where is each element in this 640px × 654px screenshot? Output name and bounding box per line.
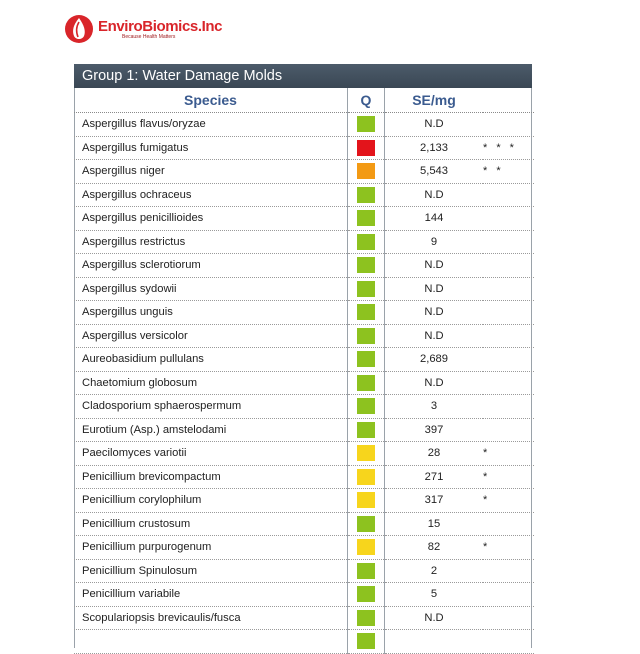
species-name: Aspergillus penicillioides bbox=[74, 207, 348, 231]
column-header-rating bbox=[483, 88, 534, 113]
results-panel bbox=[74, 64, 532, 654]
severity-stars: * * * bbox=[483, 136, 534, 160]
species-name bbox=[74, 630, 348, 654]
table-row bbox=[74, 160, 534, 184]
table-row bbox=[74, 230, 534, 254]
se-value: 271 bbox=[385, 465, 484, 489]
species-name: Chaetomium globosum bbox=[74, 371, 348, 395]
species-name: Aspergillus sydowii bbox=[74, 277, 348, 301]
quality-cell bbox=[348, 418, 385, 442]
column-header-q: Q bbox=[348, 88, 385, 113]
table-row bbox=[74, 418, 534, 442]
quality-cell bbox=[348, 183, 385, 207]
table-row bbox=[74, 465, 534, 489]
severity-stars bbox=[483, 207, 534, 231]
quality-cell bbox=[348, 465, 385, 489]
se-value: 2 bbox=[385, 559, 484, 583]
species-name: Aspergillus versicolor bbox=[74, 324, 348, 348]
logo-name: EnviroBiomics.Inc bbox=[98, 17, 223, 35]
quality-indicator-swatch bbox=[357, 610, 375, 626]
se-value: N.D bbox=[385, 183, 484, 207]
severity-stars: * bbox=[483, 465, 534, 489]
severity-stars bbox=[483, 559, 534, 583]
se-value bbox=[385, 630, 484, 654]
quality-indicator-swatch bbox=[357, 586, 375, 602]
quality-cell bbox=[348, 512, 385, 536]
se-value: 397 bbox=[385, 418, 484, 442]
se-value: 9 bbox=[385, 230, 484, 254]
quality-cell bbox=[348, 277, 385, 301]
table-header-row bbox=[74, 88, 534, 113]
quality-cell bbox=[348, 559, 385, 583]
se-value: 82 bbox=[385, 536, 484, 560]
se-value: 28 bbox=[385, 442, 484, 466]
species-name: Penicillium variabile bbox=[74, 583, 348, 607]
se-value: N.D bbox=[385, 113, 484, 137]
table-row bbox=[74, 442, 534, 466]
table-row bbox=[74, 489, 534, 513]
se-value: 144 bbox=[385, 207, 484, 231]
se-value: N.D bbox=[385, 324, 484, 348]
species-name: Aureobasidium pullulans bbox=[74, 348, 348, 372]
quality-indicator-swatch bbox=[357, 375, 375, 391]
table-row bbox=[74, 512, 534, 536]
severity-stars bbox=[483, 183, 534, 207]
quality-indicator-swatch bbox=[357, 445, 375, 461]
table-row bbox=[74, 277, 534, 301]
se-value: 2,133 bbox=[385, 136, 484, 160]
table-row bbox=[74, 113, 534, 137]
table-row bbox=[74, 254, 534, 278]
se-value: N.D bbox=[385, 277, 484, 301]
quality-indicator-swatch bbox=[357, 398, 375, 414]
quality-cell bbox=[348, 348, 385, 372]
species-name: Aspergillus restrictus bbox=[74, 230, 348, 254]
species-name: Penicillium purpurogenum bbox=[74, 536, 348, 560]
quality-indicator-swatch bbox=[357, 328, 375, 344]
group-title: Group 1: Water Damage Molds bbox=[74, 64, 532, 88]
quality-indicator-swatch bbox=[357, 351, 375, 367]
quality-indicator-swatch bbox=[357, 140, 375, 156]
se-value: 317 bbox=[385, 489, 484, 513]
severity-stars bbox=[483, 348, 534, 372]
table-row bbox=[74, 301, 534, 325]
quality-cell bbox=[348, 536, 385, 560]
quality-cell bbox=[348, 136, 385, 160]
table-row bbox=[74, 606, 534, 630]
severity-stars bbox=[483, 418, 534, 442]
table-row bbox=[74, 324, 534, 348]
severity-stars bbox=[483, 606, 534, 630]
quality-indicator-swatch bbox=[357, 116, 375, 132]
table-row bbox=[74, 136, 534, 160]
quality-cell bbox=[348, 583, 385, 607]
severity-stars bbox=[483, 230, 534, 254]
species-name: Aspergillus sclerotiorum bbox=[74, 254, 348, 278]
quality-indicator-swatch bbox=[357, 234, 375, 250]
company-logo bbox=[64, 13, 222, 45]
se-value: 15 bbox=[385, 512, 484, 536]
quality-cell bbox=[348, 301, 385, 325]
quality-cell bbox=[348, 254, 385, 278]
column-header-se: SE/mg bbox=[385, 88, 484, 113]
quality-cell bbox=[348, 230, 385, 254]
quality-indicator-swatch bbox=[357, 492, 375, 508]
table-body bbox=[74, 113, 534, 654]
species-name: Aspergillus flavus/oryzae bbox=[74, 113, 348, 137]
quality-cell bbox=[348, 113, 385, 137]
column-header-species: Species bbox=[74, 88, 348, 113]
results-table bbox=[74, 88, 534, 654]
species-name: Aspergillus niger bbox=[74, 160, 348, 184]
quality-cell bbox=[348, 395, 385, 419]
severity-stars: * bbox=[483, 489, 534, 513]
se-value: N.D bbox=[385, 371, 484, 395]
quality-cell bbox=[348, 324, 385, 348]
quality-cell bbox=[348, 207, 385, 231]
table-row bbox=[74, 207, 534, 231]
quality-cell bbox=[348, 371, 385, 395]
table-row bbox=[74, 348, 534, 372]
species-name: Cladosporium sphaerospermum bbox=[74, 395, 348, 419]
quality-cell bbox=[348, 606, 385, 630]
se-value: N.D bbox=[385, 301, 484, 325]
quality-indicator-swatch bbox=[357, 257, 375, 273]
table-row bbox=[74, 630, 534, 654]
severity-stars bbox=[483, 395, 534, 419]
severity-stars bbox=[483, 630, 534, 654]
quality-cell bbox=[348, 442, 385, 466]
table-row bbox=[74, 583, 534, 607]
quality-indicator-swatch bbox=[357, 633, 375, 649]
severity-stars bbox=[483, 277, 534, 301]
species-name: Penicillium brevicompactum bbox=[74, 465, 348, 489]
species-name: Aspergillus ochraceus bbox=[74, 183, 348, 207]
quality-indicator-swatch bbox=[357, 539, 375, 555]
leaf-drop-logo-icon bbox=[64, 14, 94, 44]
quality-cell bbox=[348, 489, 385, 513]
severity-stars bbox=[483, 371, 534, 395]
severity-stars bbox=[483, 324, 534, 348]
quality-cell bbox=[348, 160, 385, 184]
quality-indicator-swatch bbox=[357, 163, 375, 179]
quality-cell bbox=[348, 630, 385, 654]
species-name: Penicillium Spinulosum bbox=[74, 559, 348, 583]
se-value: N.D bbox=[385, 606, 484, 630]
quality-indicator-swatch bbox=[357, 516, 375, 532]
species-name: Scopulariopsis brevicaulis/fusca bbox=[74, 606, 348, 630]
species-name: Penicillium crustosum bbox=[74, 512, 348, 536]
quality-indicator-swatch bbox=[357, 304, 375, 320]
species-name: Penicillium corylophilum bbox=[74, 489, 348, 513]
se-value: 3 bbox=[385, 395, 484, 419]
quality-indicator-swatch bbox=[357, 210, 375, 226]
quality-indicator-swatch bbox=[357, 563, 375, 579]
species-name: Aspergillus fumigatus bbox=[74, 136, 348, 160]
severity-stars bbox=[483, 301, 534, 325]
logo-tagline: Because Health Matters bbox=[122, 33, 176, 40]
table-row bbox=[74, 559, 534, 583]
quality-indicator-swatch bbox=[357, 187, 375, 203]
severity-stars bbox=[483, 512, 534, 536]
severity-stars bbox=[483, 583, 534, 607]
se-value: 2,689 bbox=[385, 348, 484, 372]
species-name: Aspergillus unguis bbox=[74, 301, 348, 325]
se-value: 5,543 bbox=[385, 160, 484, 184]
table-row bbox=[74, 183, 534, 207]
se-value: N.D bbox=[385, 254, 484, 278]
table-row bbox=[74, 371, 534, 395]
quality-indicator-swatch bbox=[357, 422, 375, 438]
severity-stars: * * bbox=[483, 160, 534, 184]
species-name: Eurotium (Asp.) amstelodami bbox=[74, 418, 348, 442]
quality-indicator-swatch bbox=[357, 469, 375, 485]
table-row bbox=[74, 536, 534, 560]
species-name: Paecilomyces variotii bbox=[74, 442, 348, 466]
severity-stars: * bbox=[483, 442, 534, 466]
severity-stars bbox=[483, 113, 534, 137]
se-value: 5 bbox=[385, 583, 484, 607]
severity-stars: * bbox=[483, 536, 534, 560]
quality-indicator-swatch bbox=[357, 281, 375, 297]
severity-stars bbox=[483, 254, 534, 278]
table-row bbox=[74, 395, 534, 419]
